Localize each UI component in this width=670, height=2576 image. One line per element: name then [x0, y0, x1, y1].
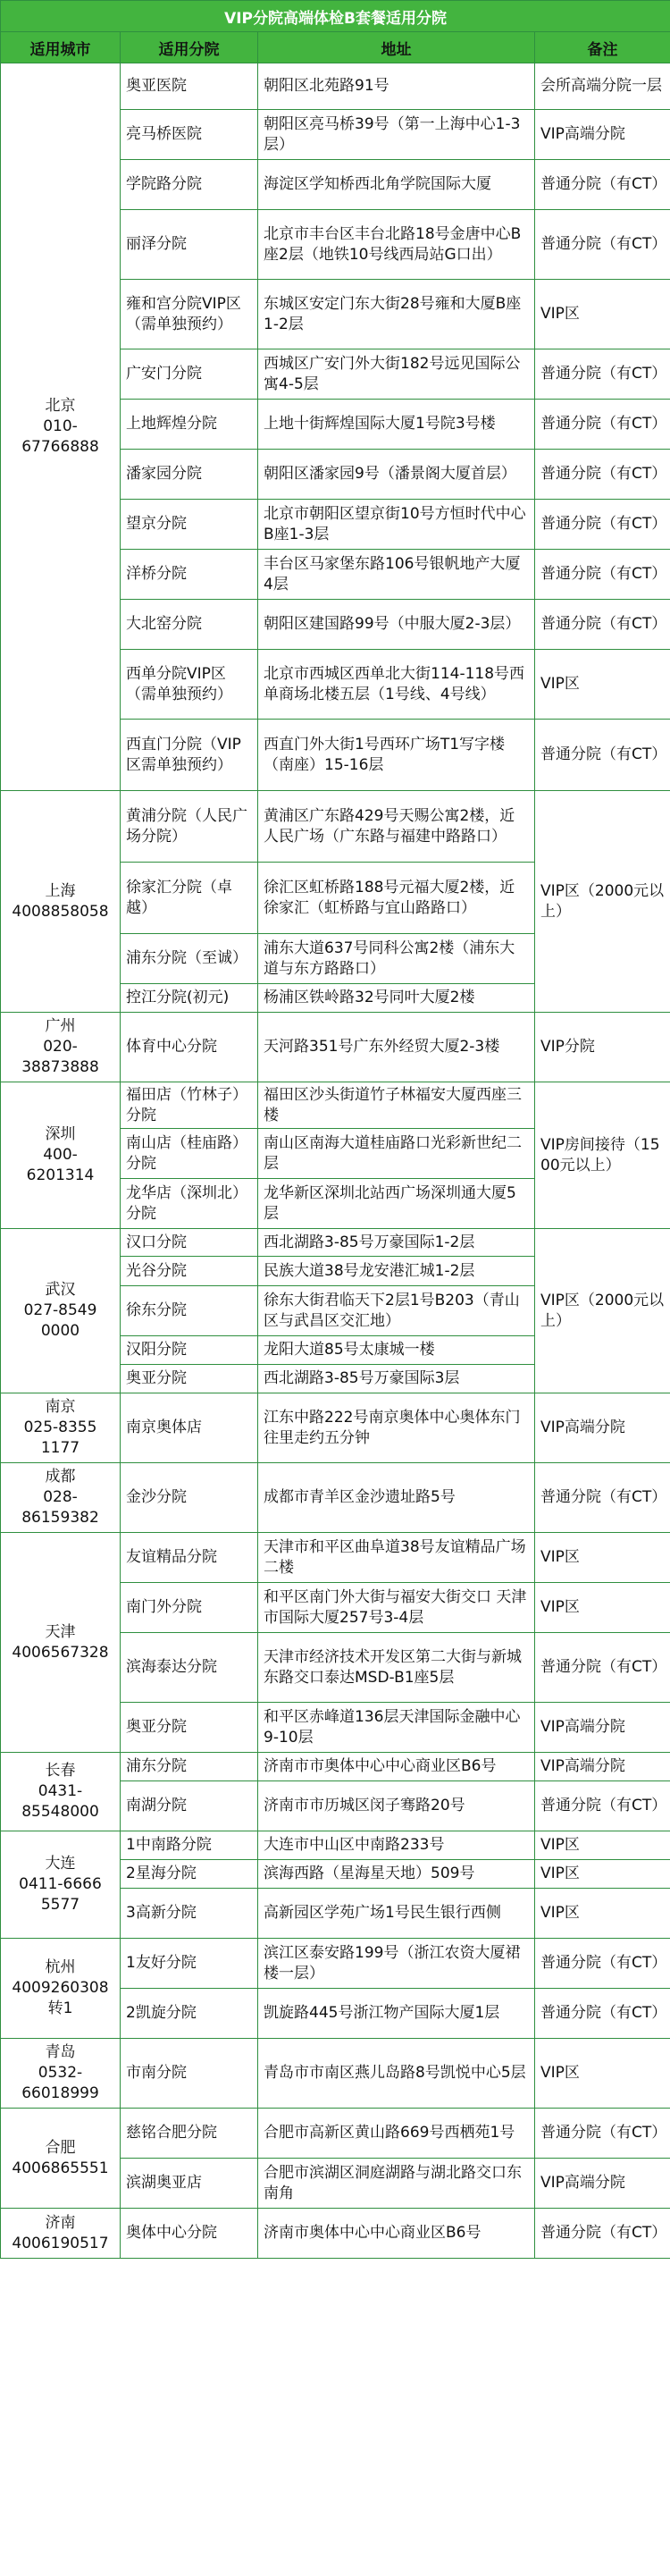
note-cell: 普通分院（有CT） — [535, 1939, 670, 1989]
branch-cell: 浦东分院（至诚） — [121, 934, 258, 984]
branch-cell: 丽泽分院 — [121, 210, 258, 280]
branch-cell: 黄浦分院（人民广场分院） — [121, 791, 258, 863]
note-cell: 普通分院（有CT） — [535, 2109, 670, 2159]
city-cell: 深圳 400- 6201314 — [1, 1082, 121, 1229]
branch-cell: 龙华店（深圳北）分院 — [121, 1179, 258, 1229]
branch-cell: 亮马桥医院 — [121, 110, 258, 160]
address-cell: 黄浦区广东路429号天赐公寓2楼，近人民广场（广东路与福建中路路口） — [258, 791, 535, 863]
branch-cell: 南门外分院 — [121, 1583, 258, 1633]
address-cell: 朝阳区北苑路91号 — [258, 63, 535, 110]
note-cell: 普通分院（有CT） — [535, 349, 670, 400]
branch-cell: 望京分院 — [121, 500, 258, 550]
city-cell: 上海 4008858058 — [1, 791, 121, 1013]
branch-cell: 光谷分院 — [121, 1257, 258, 1286]
note-cell: VIP高端分院 — [535, 2159, 670, 2209]
note-cell: 普通分院（有CT） — [535, 1989, 670, 2039]
address-cell: 海淀区学知桥西北角学院国际大厦 — [258, 160, 535, 210]
branch-cell: 洋桥分院 — [121, 550, 258, 600]
address-cell: 济南市市历城区闵子骞路20号 — [258, 1781, 535, 1831]
address-cell: 朝阳区亮马桥39号（第一上海中心1-3层） — [258, 110, 535, 160]
note-cell: 普通分院（有CT） — [535, 550, 670, 600]
branch-cell: 1中南路分院 — [121, 1831, 258, 1860]
address-cell: 龙华新区深圳北站西广场深圳通大厦5层 — [258, 1179, 535, 1229]
address-cell: 西直门外大街1号西环广场T1写字楼（南座）15-16层 — [258, 720, 535, 791]
city-cell: 南京 025-8355 1177 — [1, 1393, 121, 1463]
table-row — [1, 1831, 670, 1860]
branch-cell: 奥亚分院 — [121, 1365, 258, 1393]
city-cell: 大连 0411-6666 5577 — [1, 1831, 121, 1939]
note-cell: VIP高端分院 — [535, 1753, 670, 1781]
address-cell: 济南市奥体中心中心商业区B6号 — [258, 2209, 535, 2259]
address-cell: 民族大道38号龙安港汇城1-2层 — [258, 1257, 535, 1286]
address-cell: 朝阳区潘家园9号（潘景阁大厦首层） — [258, 450, 535, 500]
address-cell: 福田区沙头街道竹子林福安大厦西座三楼 — [258, 1082, 535, 1129]
address-cell: 天津市经济技术开发区第二大街与新城东路交口泰达MSD-B1座5层 — [258, 1633, 535, 1703]
branch-cell: 徐东分院 — [121, 1286, 258, 1336]
table-body — [1, 63, 670, 2259]
address-cell: 浦东大道637号同科公寓2楼（浦东大道与东方路路口） — [258, 934, 535, 984]
branch-cell: 滨湖奥亚店 — [121, 2159, 258, 2209]
branch-cell: 大北窑分院 — [121, 600, 258, 650]
address-cell: 西北湖路3-85号万豪国际3层 — [258, 1365, 535, 1393]
table-title: VIP分院高端体检B套餐适用分院 — [1, 1, 670, 32]
table-row — [1, 1082, 670, 1129]
branch-cell: 南湖分院 — [121, 1781, 258, 1831]
branch-cell: 滨海泰达分院 — [121, 1633, 258, 1703]
address-cell: 北京市西城区西单北大街114-118号西单商场北楼五层（1号线、4号线） — [258, 650, 535, 720]
title-row — [1, 1, 670, 32]
branch-cell: 市南分院 — [121, 2039, 258, 2109]
header-city: 适用城市 — [1, 32, 121, 63]
note-cell: VIP高端分院 — [535, 1703, 670, 1753]
note-cell: VIP区（2000元以上） — [535, 791, 670, 1013]
address-cell: 西北湖路3-85号万豪国际1-2层 — [258, 1229, 535, 1257]
note-cell: VIP区 — [535, 1860, 670, 1889]
branch-cell: 汉阳分院 — [121, 1336, 258, 1365]
branch-cell: 福田店（竹林子）分院 — [121, 1082, 258, 1129]
branch-cell: 汉口分院 — [121, 1229, 258, 1257]
branch-cell: 上地辉煌分院 — [121, 400, 258, 450]
note-cell: VIP区 — [535, 280, 670, 349]
address-cell: 东城区安定门东大街28号雍和大厦B座1-2层 — [258, 280, 535, 349]
city-cell: 济南 4006190517 — [1, 2209, 121, 2259]
note-cell: 会所高端分院一层 — [535, 63, 670, 110]
header-address: 地址 — [258, 32, 535, 63]
address-cell: 合肥市高新区黄山路669号西栖苑1号 — [258, 2109, 535, 2159]
note-cell: VIP区 — [535, 1889, 670, 1939]
branch-cell: 雍和宫分院VIP区（需单独预约） — [121, 280, 258, 349]
branch-cell: 浦东分院 — [121, 1753, 258, 1781]
branch-cell: 3高新分院 — [121, 1889, 258, 1939]
table-row — [1, 2039, 670, 2109]
note-cell: 普通分院（有CT） — [535, 1633, 670, 1703]
note-cell: VIP高端分院 — [535, 1393, 670, 1463]
address-cell: 杨浦区铁岭路32号同叶大厦2楼 — [258, 984, 535, 1013]
city-cell: 合肥 4006865551 — [1, 2109, 121, 2209]
header-branch: 适用分院 — [121, 32, 258, 63]
address-cell: 上地十街辉煌国际大厦1号院3号楼 — [258, 400, 535, 450]
branch-cell: 西直门分院（VIP区需单独预约） — [121, 720, 258, 791]
branch-cell: 徐家汇分院（卓越） — [121, 863, 258, 934]
note-cell: 普通分院（有CT） — [535, 1781, 670, 1831]
note-cell: 普通分院（有CT） — [535, 2209, 670, 2259]
address-cell: 成都市青羊区金沙遗址路5号 — [258, 1463, 535, 1533]
header-row — [1, 32, 670, 63]
table-row — [1, 1393, 670, 1463]
branch-cell: 南京奥体店 — [121, 1393, 258, 1463]
note-cell: VIP区 — [535, 1831, 670, 1860]
note-cell: VIP高端分院 — [535, 110, 670, 160]
address-cell: 江东中路222号南京奥体中心奥体东门往里走约五分钟 — [258, 1393, 535, 1463]
table-row — [1, 2109, 670, 2159]
address-cell: 北京市朝阳区望京街10号方恒时代中心B座1-3层 — [258, 500, 535, 550]
branch-cell: 友谊精品分院 — [121, 1533, 258, 1583]
branch-cell: 广安门分院 — [121, 349, 258, 400]
address-cell: 龙阳大道85号太康城一楼 — [258, 1336, 535, 1365]
address-cell: 天津市和平区曲阜道38号友谊精品广场二楼 — [258, 1533, 535, 1583]
city-cell: 杭州 4009260308 转1 — [1, 1939, 121, 2039]
address-cell: 徐东大街君临天下2层1号B203（青山区与武昌区交汇地） — [258, 1286, 535, 1336]
branch-cell: 潘家园分院 — [121, 450, 258, 500]
note-cell: 普通分院（有CT） — [535, 500, 670, 550]
address-cell: 合肥市滨湖区洞庭湖路与湖北路交口东南角 — [258, 2159, 535, 2209]
address-cell: 北京市丰台区丰台北路18号金唐中心B座2层（地铁10号线西局站G口出） — [258, 210, 535, 280]
city-cell: 广州 020- 38873888 — [1, 1013, 121, 1082]
branch-cell: 2星海分院 — [121, 1860, 258, 1889]
table-row — [1, 1753, 670, 1781]
table-row — [1, 2209, 670, 2259]
address-cell: 南山区南海大道桂庙路口光彩新世纪二层 — [258, 1129, 535, 1179]
table-row — [1, 63, 670, 110]
city-cell: 长春 0431- 85548000 — [1, 1753, 121, 1831]
note-cell: VIP区（2000元以上） — [535, 1229, 670, 1393]
branch-cell: 奥亚医院 — [121, 63, 258, 110]
address-cell: 西城区广安门外大街182号远见国际公寓4-5层 — [258, 349, 535, 400]
note-cell: VIP区 — [535, 1583, 670, 1633]
note-cell: VIP房间接待（1500元以上） — [535, 1082, 670, 1229]
table-row — [1, 1229, 670, 1257]
address-cell: 大连市中山区中南路233号 — [258, 1831, 535, 1860]
address-cell: 青岛市市南区燕儿岛路8号凯悦中心5层 — [258, 2039, 535, 2109]
address-cell: 滨海西路（星海星天地）509号 — [258, 1860, 535, 1889]
branch-cell: 学院路分院 — [121, 160, 258, 210]
note-cell: 普通分院（有CT） — [535, 210, 670, 280]
address-cell: 天河路351号广东外经贸大厦2-3楼 — [258, 1013, 535, 1082]
table-row — [1, 1463, 670, 1533]
table-row — [1, 791, 670, 863]
branch-cell: 慈铭合肥分院 — [121, 2109, 258, 2159]
note-cell: 普通分院（有CT） — [535, 160, 670, 210]
branch-cell: 体育中心分院 — [121, 1013, 258, 1082]
branch-cell: 金沙分院 — [121, 1463, 258, 1533]
address-cell: 徐汇区虹桥路188号元福大厦2楼，近徐家汇（虹桥路与宜山路路口） — [258, 863, 535, 934]
header-note: 备注 — [535, 32, 670, 63]
branch-cell: 奥体中心分院 — [121, 2209, 258, 2259]
note-cell: VIP区 — [535, 650, 670, 720]
address-cell: 朝阳区建国路99号（中服大厦2-3层） — [258, 600, 535, 650]
note-cell: 普通分院（有CT） — [535, 450, 670, 500]
city-cell: 北京 010- 67766888 — [1, 63, 121, 791]
address-cell: 丰台区马家堡东路106号银帆地产大厦4层 — [258, 550, 535, 600]
address-cell: 凯旋路445号浙江物产国际大厦1层 — [258, 1989, 535, 2039]
address-cell: 和平区南门外大街与福安大街交口 天津市国际大厦257号3-4层 — [258, 1583, 535, 1633]
address-cell: 滨江区泰安路199号（浙江农资大厦裙楼一层） — [258, 1939, 535, 1989]
city-cell: 天津 4006567328 — [1, 1533, 121, 1753]
table-row — [1, 1533, 670, 1583]
note-cell: 普通分院（有CT） — [535, 1463, 670, 1533]
table-row — [1, 1939, 670, 1989]
note-cell: 普通分院（有CT） — [535, 600, 670, 650]
branch-cell: 1友好分院 — [121, 1939, 258, 1989]
city-cell: 武汉 027-8549 0000 — [1, 1229, 121, 1393]
address-cell: 和平区赤峰道136层天津国际金融中心9-10层 — [258, 1703, 535, 1753]
note-cell: VIP区 — [535, 1533, 670, 1583]
address-cell: 济南市市奥体中心中心商业区B6号 — [258, 1753, 535, 1781]
note-cell: VIP分院 — [535, 1013, 670, 1082]
branch-cell: 奥亚分院 — [121, 1703, 258, 1753]
note-cell: 普通分院（有CT） — [535, 720, 670, 791]
branch-cell: 2凯旋分院 — [121, 1989, 258, 2039]
city-cell: 青岛 0532- 66018999 — [1, 2039, 121, 2109]
branch-cell: 南山店（桂庙路）分院 — [121, 1129, 258, 1179]
address-cell: 高新园区学苑广场1号民生银行西侧 — [258, 1889, 535, 1939]
note-cell: VIP区 — [535, 2039, 670, 2109]
table-row — [1, 1013, 670, 1082]
note-cell: 普通分院（有CT） — [535, 400, 670, 450]
branch-cell: 控江分院(初元) — [121, 984, 258, 1013]
branch-cell: 西单分院VIP区（需单独预约） — [121, 650, 258, 720]
city-cell: 成都 028- 86159382 — [1, 1463, 121, 1533]
